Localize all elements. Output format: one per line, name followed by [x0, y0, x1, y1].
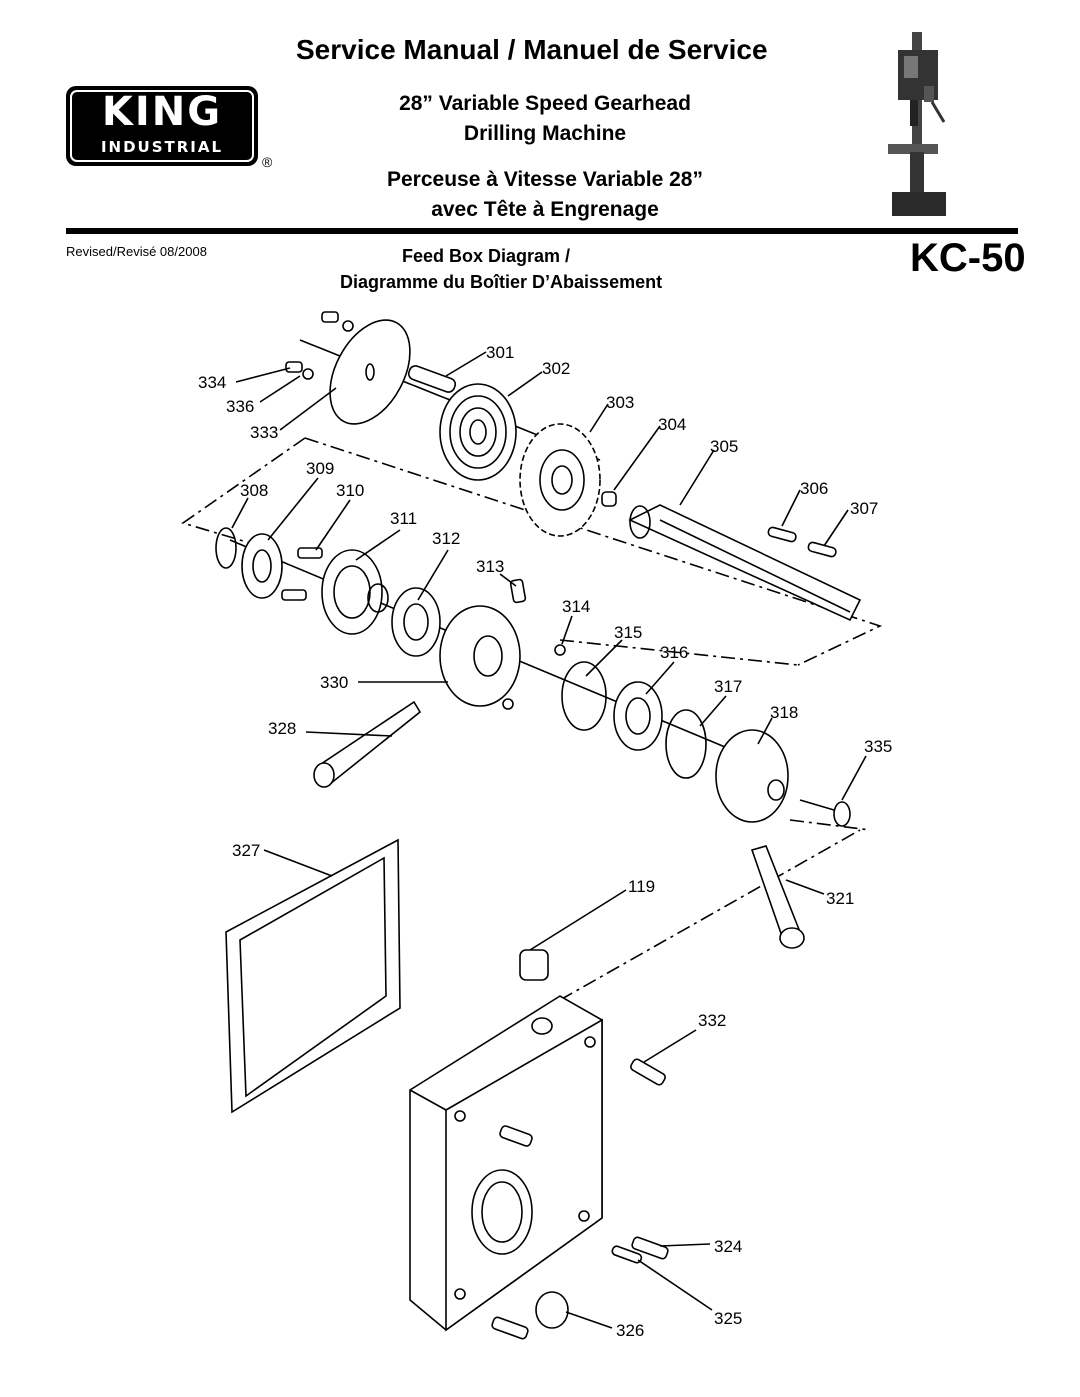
part-label-332: 332 — [698, 1011, 727, 1030]
part-label-316: 316 — [660, 643, 689, 662]
part-label-308: 308 — [240, 481, 269, 500]
part-label-328: 328 — [268, 719, 297, 738]
subtitle-en-line1: 28” Variable Speed Gearhead — [399, 92, 691, 115]
model-number: KC-50 — [910, 236, 1026, 280]
part-label-330: 330 — [320, 673, 349, 692]
part-label-317: 317 — [714, 677, 743, 696]
part-label-326: 326 — [616, 1321, 645, 1340]
part-label-318: 318 — [770, 703, 799, 722]
revision-date: Revised/Revisé 08/2008 — [66, 244, 207, 259]
diagram-title-fr: Diagramme du Boîtier D’Abaissement — [340, 272, 663, 292]
part-label-307: 307 — [850, 499, 879, 518]
part-label-309: 309 — [306, 459, 335, 478]
registered-mark: ® — [262, 154, 273, 170]
part-label-324: 324 — [714, 1237, 743, 1256]
part-label-315: 315 — [614, 623, 643, 642]
part-label-327: 327 — [232, 841, 261, 860]
part-label-310: 310 — [336, 481, 365, 500]
part-label-313: 313 — [476, 557, 505, 576]
part-label-301: 301 — [486, 343, 515, 362]
subtitle-fr-line1: Perceuse à Vitesse Variable 28” — [386, 168, 703, 191]
part-label-314: 314 — [562, 597, 591, 616]
part-label-304: 304 — [658, 415, 687, 434]
logo-word: KING — [101, 89, 223, 135]
part-label-335: 335 — [864, 737, 893, 756]
subtitle-fr-line2: avec Tête à Engrenage — [431, 198, 659, 221]
logo-subword: INDUSTRIAL — [100, 138, 224, 156]
part-label-321: 321 — [826, 889, 855, 908]
part-label-334: 334 — [198, 373, 227, 392]
part-label-336: 336 — [226, 397, 255, 416]
part-label-306: 306 — [800, 479, 829, 498]
part-label-333: 333 — [250, 423, 279, 442]
page-title: Service Manual / Manuel de Service — [296, 34, 768, 65]
part-label-311: 311 — [390, 509, 418, 528]
part-label-303: 303 — [606, 393, 635, 412]
diagram-title-en: Feed Box Diagram / — [402, 246, 571, 266]
subtitle-en-line2: Drilling Machine — [463, 122, 627, 145]
part-label-119: 119 — [628, 877, 656, 896]
part-label-302: 302 — [542, 359, 571, 378]
part-label-312: 312 — [432, 529, 461, 548]
part-label-305: 305 — [710, 437, 739, 456]
part-label-325: 325 — [714, 1309, 743, 1328]
